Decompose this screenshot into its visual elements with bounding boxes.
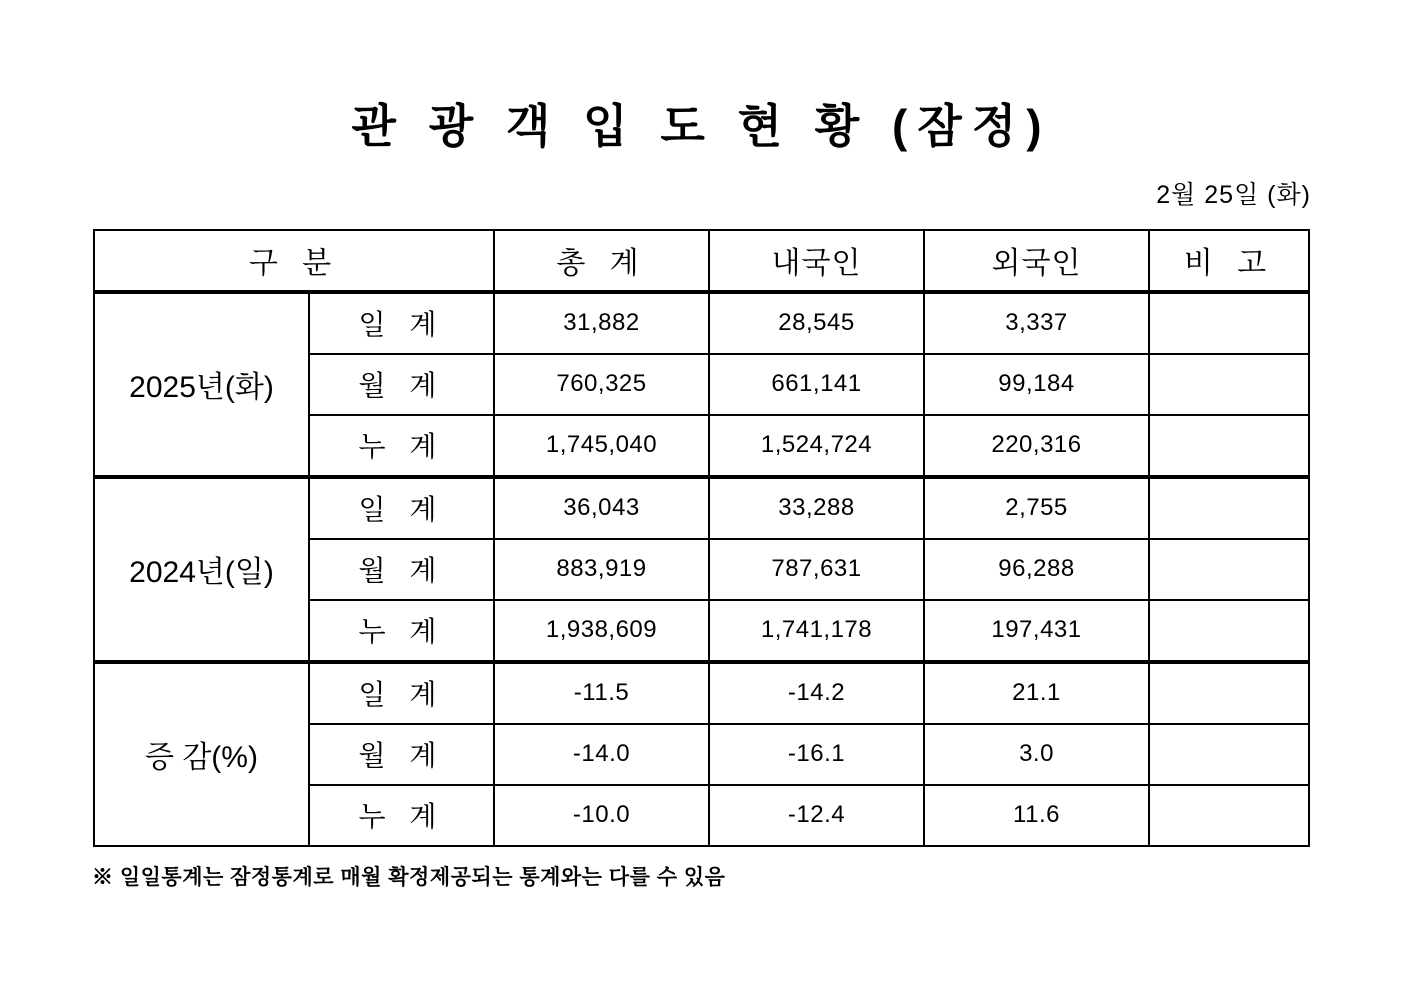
cell-foreign: 3,337 (924, 292, 1149, 354)
cell-foreign: 11.6 (924, 785, 1149, 846)
cell-note (1149, 662, 1309, 724)
row-sub-label: 누 계 (309, 600, 494, 662)
row-sub-label: 일 계 (309, 292, 494, 354)
cell-domestic: 787,631 (709, 539, 924, 600)
cell-domestic: -12.4 (709, 785, 924, 846)
cell-total: 36,043 (494, 477, 709, 539)
table-header (94, 230, 1309, 292)
table-row (94, 662, 1309, 724)
group-label-change: 증 감(%) (94, 662, 309, 846)
cell-total: 760,325 (494, 354, 709, 415)
row-sub-label: 월 계 (309, 539, 494, 600)
cell-foreign: 220,316 (924, 415, 1149, 477)
report-date: 2월 25일 (화) (1156, 180, 1311, 209)
cell-note (1149, 539, 1309, 600)
header-category: 구 분 (94, 230, 494, 292)
cell-domestic: 1,741,178 (709, 600, 924, 662)
cell-foreign: 197,431 (924, 600, 1149, 662)
page-title: 관 광 객 입 도 현 황 (잠정) (351, 100, 1052, 152)
table-header-row (94, 230, 1309, 292)
table-row (94, 477, 1309, 539)
cell-note (1149, 292, 1309, 354)
group-label-2025: 2025년(화) (94, 292, 309, 477)
row-sub-label: 누 계 (309, 785, 494, 846)
row-sub-label: 누 계 (309, 415, 494, 477)
cell-total: 31,882 (494, 292, 709, 354)
cell-note (1149, 354, 1309, 415)
table-body (94, 292, 1309, 846)
footnote: ※ 일일통계는 잠정통계로 매월 확정제공되는 통계와는 다를 수 있음 (92, 865, 726, 889)
cell-note (1149, 415, 1309, 477)
table-row (94, 292, 1309, 354)
cell-domestic: -16.1 (709, 724, 924, 785)
cell-foreign: 99,184 (924, 354, 1149, 415)
cell-domestic: 1,524,724 (709, 415, 924, 477)
cell-domestic: -14.2 (709, 662, 924, 724)
cell-total: 883,919 (494, 539, 709, 600)
header-total: 총 계 (494, 230, 709, 292)
cell-total: -10.0 (494, 785, 709, 846)
header-foreign: 외국인 (924, 230, 1149, 292)
cell-domestic: 28,545 (709, 292, 924, 354)
header-note: 비 고 (1149, 230, 1309, 292)
cell-note (1149, 724, 1309, 785)
tourist-arrivals-table (93, 229, 1310, 847)
cell-foreign: 2,755 (924, 477, 1149, 539)
cell-foreign: 21.1 (924, 662, 1149, 724)
row-sub-label: 일 계 (309, 477, 494, 539)
group-label-2024: 2024년(일) (94, 477, 309, 662)
cell-domestic: 33,288 (709, 477, 924, 539)
cell-total: 1,938,609 (494, 600, 709, 662)
header-domestic: 내국인 (709, 230, 924, 292)
cell-total: -11.5 (494, 662, 709, 724)
row-sub-label: 월 계 (309, 724, 494, 785)
cell-foreign: 3.0 (924, 724, 1149, 785)
cell-domestic: 661,141 (709, 354, 924, 415)
cell-total: 1,745,040 (494, 415, 709, 477)
row-sub-label: 일 계 (309, 662, 494, 724)
cell-note (1149, 477, 1309, 539)
row-sub-label: 월 계 (309, 354, 494, 415)
cell-note (1149, 785, 1309, 846)
cell-note (1149, 600, 1309, 662)
cell-foreign: 96,288 (924, 539, 1149, 600)
cell-total: -14.0 (494, 724, 709, 785)
